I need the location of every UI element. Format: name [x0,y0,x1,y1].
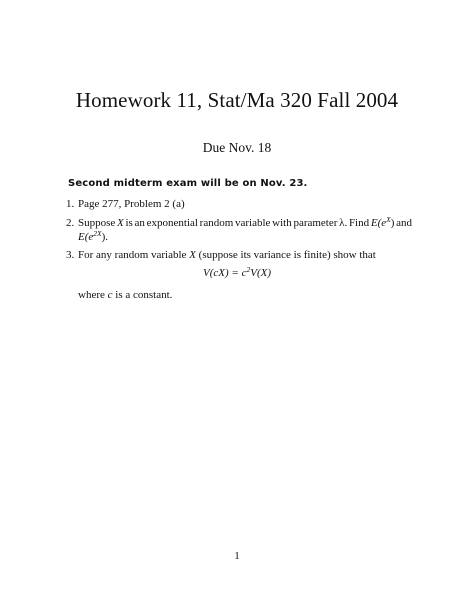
problem-number: 3. [66,249,75,261]
problem-number: 2. [66,217,75,229]
constant-note: where c is a constant. [78,289,173,301]
expectation-e-x: $E(e^X)$ [370,215,395,229]
page-number: 1 [234,550,240,562]
due-date: Due Nov. 18 [202,140,272,155]
variance-formula: $V(cX) = c^2V(X)$ [203,265,271,279]
problem-2-line-1: Suppose X is an exponential random variable with parameter λ. Find $E(e^X)$ and [78,215,412,229]
problem-number: 1. [66,198,75,210]
midterm-notice: Second midterm exam will be on Nov. 23. [68,178,308,189]
page-title: Homework 11, Stat/Ma 320 Fall 2004 [75,88,399,112]
problem-2-line-2: $E(e^{2X})$. [78,229,109,243]
problem-text: For any random variable X (suppose its variance is finite) show that [78,249,376,261]
problem-text [78,216,412,244]
problem-text: Page 277, Problem 2 (a) [78,198,185,210]
